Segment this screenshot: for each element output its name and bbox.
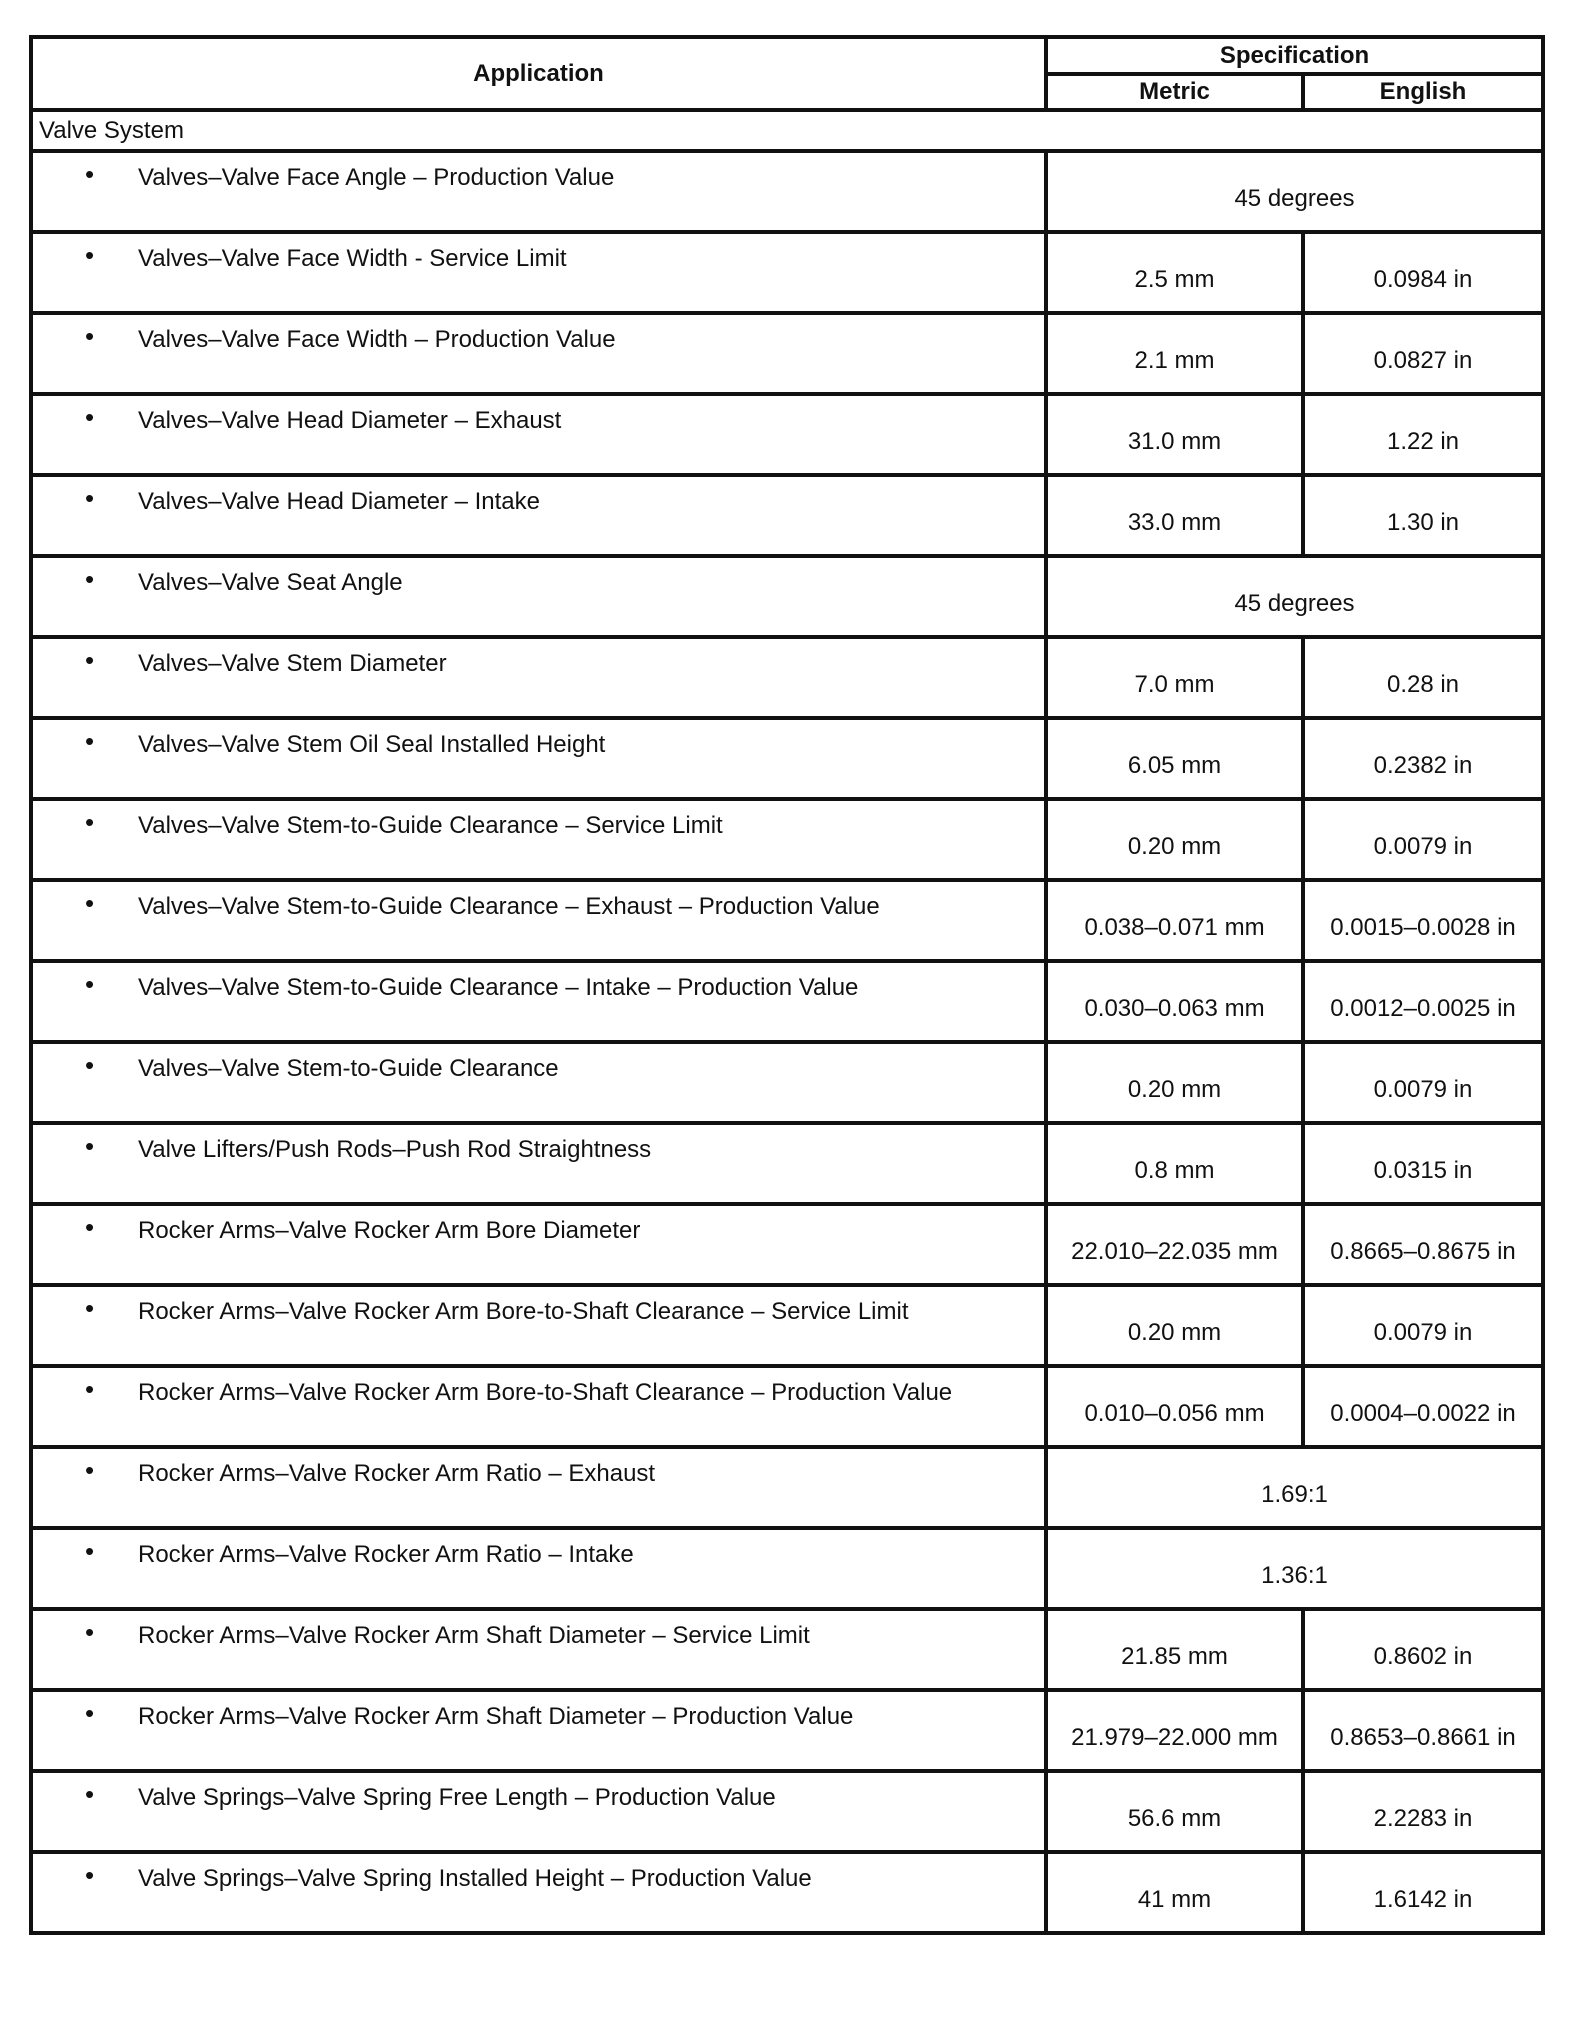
metric-cell: 56.6 mm xyxy=(1046,1771,1303,1852)
english-cell: 0.0315 in xyxy=(1303,1123,1543,1204)
table-row xyxy=(31,313,1543,394)
application-text: Valves–Valve Face Angle – Production Value xyxy=(138,164,615,191)
table-row xyxy=(31,1123,1543,1204)
bullet-icon: • xyxy=(85,1131,95,1161)
application-text: Rocker Arms–Valve Rocker Arm Ratio – Exhaust xyxy=(138,1460,656,1487)
application-text: Valves–Valve Stem-to-Guide Clearance – Intake – Production Value xyxy=(138,974,859,1001)
english-cell: 0.0012–0.0025 in xyxy=(1303,961,1543,1042)
table-row xyxy=(31,1852,1543,1933)
spec-table xyxy=(29,35,1545,1935)
metric-cell: 6.05 mm xyxy=(1046,718,1303,799)
bullet-icon: • xyxy=(85,159,95,189)
bullet-icon: • xyxy=(85,645,95,675)
table-row xyxy=(31,1771,1543,1852)
metric-cell: 21.85 mm xyxy=(1046,1609,1303,1690)
application-text: Rocker Arms–Valve Rocker Arm Shaft Diameter – Service Limit xyxy=(138,1622,810,1649)
application-text: Valves–Valve Face Width - Service Limit xyxy=(138,245,567,272)
table-row xyxy=(31,799,1543,880)
metric-cell: 0.20 mm xyxy=(1046,1285,1303,1366)
section-title: Valve System xyxy=(31,110,1543,151)
application-cell xyxy=(31,1123,1046,1204)
bullet-icon: • xyxy=(85,1455,95,1485)
application-text: Rocker Arms–Valve Rocker Arm Shaft Diameter – Production Value xyxy=(138,1703,854,1730)
bullet-icon: • xyxy=(85,807,95,837)
bullet-icon: • xyxy=(85,1617,95,1647)
table-row xyxy=(31,961,1543,1042)
english-cell: 0.0079 in xyxy=(1303,1042,1543,1123)
header-english: English xyxy=(1303,74,1543,110)
english-cell: 0.8602 in xyxy=(1303,1609,1543,1690)
metric-cell: 22.010–22.035 mm xyxy=(1046,1204,1303,1285)
combined-spec-cell: 1.69:1 xyxy=(1046,1447,1543,1528)
table-row xyxy=(31,1042,1543,1123)
application-cell xyxy=(31,1690,1046,1771)
bullet-icon: • xyxy=(85,1050,95,1080)
application-text: Valves–Valve Head Diameter – Exhaust xyxy=(138,407,562,434)
metric-cell: 41 mm xyxy=(1046,1852,1303,1933)
table-row xyxy=(31,475,1543,556)
header-application: Application xyxy=(31,37,1046,110)
application-cell xyxy=(31,151,1046,232)
metric-cell: 0.010–0.056 mm xyxy=(1046,1366,1303,1447)
combined-spec-cell: 1.36:1 xyxy=(1046,1528,1543,1609)
bullet-icon: • xyxy=(85,402,95,432)
bullet-icon: • xyxy=(85,321,95,351)
bullet-icon: • xyxy=(85,1374,95,1404)
application-cell xyxy=(31,1042,1046,1123)
bullet-icon: • xyxy=(85,888,95,918)
english-cell: 0.0079 in xyxy=(1303,1285,1543,1366)
application-cell xyxy=(31,313,1046,394)
metric-cell: 31.0 mm xyxy=(1046,394,1303,475)
bullet-icon: • xyxy=(85,564,95,594)
application-text: Valves–Valve Stem Diameter xyxy=(138,650,447,677)
application-cell xyxy=(31,1528,1046,1609)
metric-cell: 0.8 mm xyxy=(1046,1123,1303,1204)
english-cell: 1.6142 in xyxy=(1303,1852,1543,1933)
bullet-icon: • xyxy=(85,969,95,999)
english-cell: 0.8653–0.8661 in xyxy=(1303,1690,1543,1771)
metric-cell: 2.5 mm xyxy=(1046,232,1303,313)
english-cell: 0.2382 in xyxy=(1303,718,1543,799)
english-cell: 0.28 in xyxy=(1303,637,1543,718)
application-text: Valves–Valve Stem-to-Guide Clearance – Exhaust – Production Value xyxy=(138,893,880,920)
table-row xyxy=(31,1285,1543,1366)
table-row xyxy=(31,232,1543,313)
application-cell xyxy=(31,394,1046,475)
application-cell xyxy=(31,961,1046,1042)
application-text: Valves–Valve Seat Angle xyxy=(138,569,403,596)
header-metric: Metric xyxy=(1046,74,1303,110)
metric-cell: 0.030–0.063 mm xyxy=(1046,961,1303,1042)
english-cell: 0.0004–0.0022 in xyxy=(1303,1366,1543,1447)
application-text: Valves–Valve Stem Oil Seal Installed Height xyxy=(138,731,606,758)
application-cell xyxy=(31,1609,1046,1690)
table-row xyxy=(31,880,1543,961)
application-cell xyxy=(31,1204,1046,1285)
english-cell: 1.30 in xyxy=(1303,475,1543,556)
bullet-icon: • xyxy=(85,1779,95,1809)
bullet-icon: • xyxy=(85,1698,95,1728)
application-text: Rocker Arms–Valve Rocker Arm Ratio – Intake xyxy=(138,1541,634,1568)
application-text: Valves–Valve Head Diameter – Intake xyxy=(138,488,540,515)
table-row xyxy=(31,151,1543,232)
bullet-icon: • xyxy=(85,726,95,756)
english-cell: 0.0827 in xyxy=(1303,313,1543,394)
application-text: Valves–Valve Stem-to-Guide Clearance xyxy=(138,1055,559,1082)
application-cell xyxy=(31,637,1046,718)
application-cell xyxy=(31,1285,1046,1366)
application-cell xyxy=(31,1447,1046,1528)
metric-cell: 2.1 mm xyxy=(1046,313,1303,394)
metric-cell: 21.979–22.000 mm xyxy=(1046,1690,1303,1771)
application-text: Valve Springs–Valve Spring Free Length – Production Value xyxy=(138,1784,776,1811)
table-row xyxy=(31,718,1543,799)
application-cell xyxy=(31,556,1046,637)
english-cell: 0.0079 in xyxy=(1303,799,1543,880)
table-row xyxy=(31,556,1543,637)
bullet-icon: • xyxy=(85,1536,95,1566)
bullet-icon: • xyxy=(85,1860,95,1890)
table-row xyxy=(31,1366,1543,1447)
application-text: Valves–Valve Face Width – Production Value xyxy=(138,326,616,353)
application-text: Valve Lifters/Push Rods–Push Rod Straightness xyxy=(138,1136,652,1163)
combined-spec-cell: 45 degrees xyxy=(1046,556,1543,637)
metric-cell: 0.20 mm xyxy=(1046,1042,1303,1123)
metric-cell: 0.20 mm xyxy=(1046,799,1303,880)
application-cell xyxy=(31,1771,1046,1852)
application-text: Rocker Arms–Valve Rocker Arm Bore-to-Shaft Clearance – Service Limit xyxy=(138,1298,909,1325)
english-cell: 0.0015–0.0028 in xyxy=(1303,880,1543,961)
bullet-icon: • xyxy=(85,1293,95,1323)
application-cell xyxy=(31,799,1046,880)
table-row xyxy=(31,1204,1543,1285)
application-text: Valve Springs–Valve Spring Installed Height – Production Value xyxy=(138,1865,812,1892)
application-text: Rocker Arms–Valve Rocker Arm Bore Diameter xyxy=(138,1217,641,1244)
table-row xyxy=(31,394,1543,475)
english-cell: 2.2283 in xyxy=(1303,1771,1543,1852)
metric-cell: 0.038–0.071 mm xyxy=(1046,880,1303,961)
application-cell xyxy=(31,232,1046,313)
bullet-icon: • xyxy=(85,1212,95,1242)
table-row xyxy=(31,1528,1543,1609)
application-text: Rocker Arms–Valve Rocker Arm Bore-to-Shaft Clearance – Production Value xyxy=(138,1379,953,1406)
metric-cell: 7.0 mm xyxy=(1046,637,1303,718)
metric-cell: 33.0 mm xyxy=(1046,475,1303,556)
application-cell xyxy=(31,475,1046,556)
application-text: Valves–Valve Stem-to-Guide Clearance – Service Limit xyxy=(138,812,723,839)
table-row xyxy=(31,1609,1543,1690)
bullet-icon: • xyxy=(85,483,95,513)
table-row xyxy=(31,1690,1543,1771)
application-cell xyxy=(31,1852,1046,1933)
application-cell xyxy=(31,718,1046,799)
english-cell: 1.22 in xyxy=(1303,394,1543,475)
table-row xyxy=(31,637,1543,718)
application-cell xyxy=(31,880,1046,961)
english-cell: 0.8665–0.8675 in xyxy=(1303,1204,1543,1285)
header-specification: Specification xyxy=(1046,37,1543,74)
application-cell xyxy=(31,1366,1046,1447)
combined-spec-cell: 45 degrees xyxy=(1046,151,1543,232)
bullet-icon: • xyxy=(85,240,95,270)
table-row xyxy=(31,1447,1543,1528)
english-cell: 0.0984 in xyxy=(1303,232,1543,313)
